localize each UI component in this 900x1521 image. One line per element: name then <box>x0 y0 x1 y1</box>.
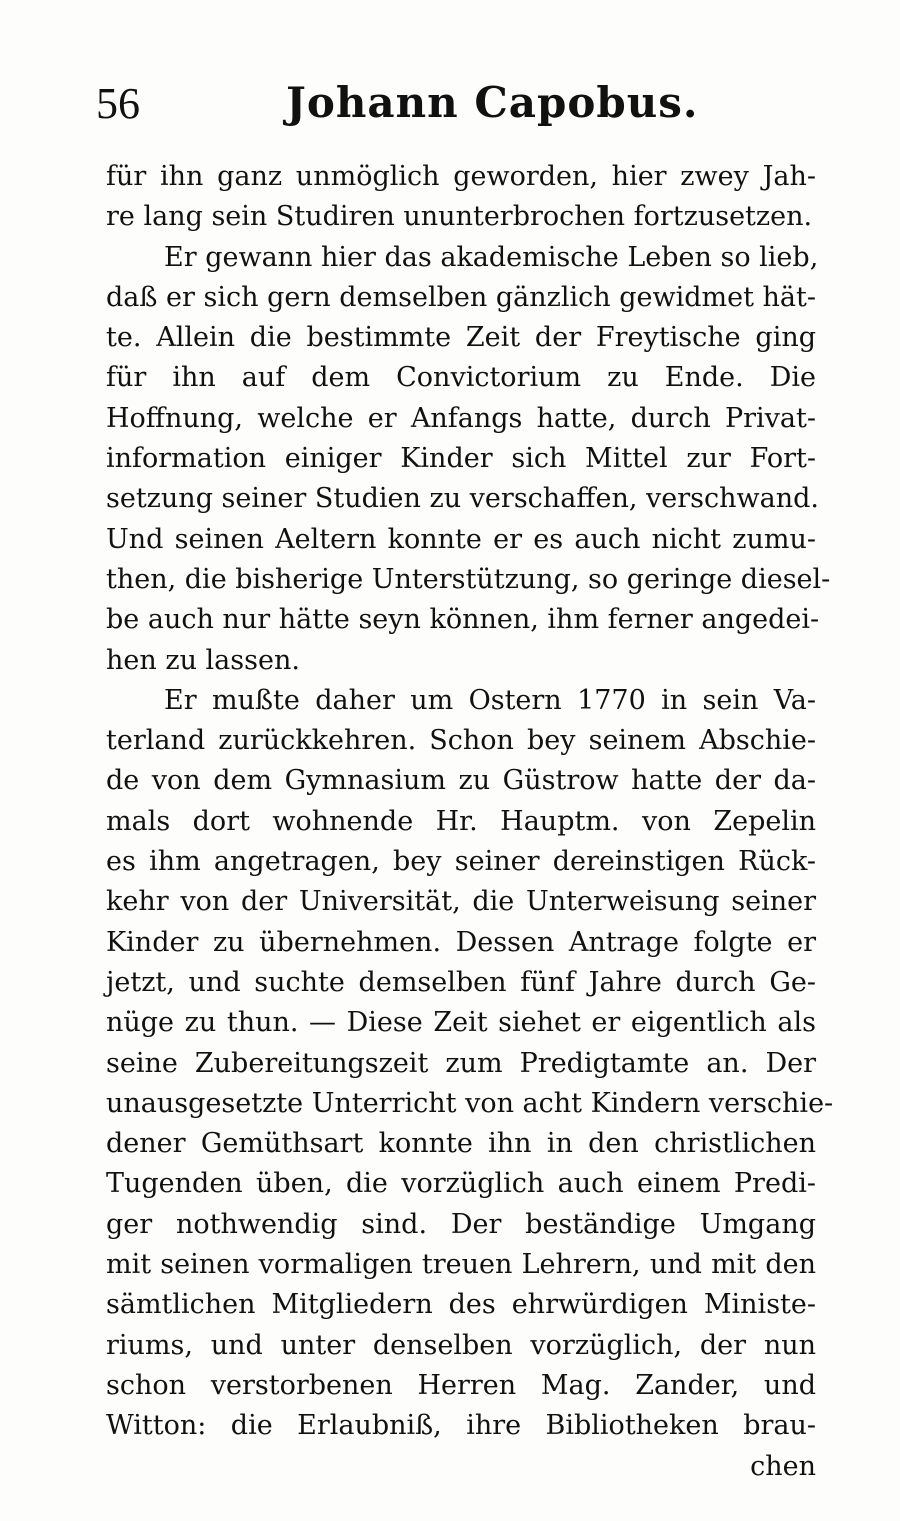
running-head: Johann Capobus. <box>286 78 699 127</box>
page-number: 56 <box>96 79 140 128</box>
text-line: setzung seiner Studien zu verschaffen, verschwand. <box>106 483 819 515</box>
text-line: riums, und unter denselben vorzüglich, der nun <box>106 1329 816 1361</box>
text-line: für ihn ganz unmöglich geworden, hier zwey Jah- <box>106 161 816 192</box>
text-line: schon verstorbenen Herren Mag. Zander, und <box>106 1369 816 1401</box>
catchword: chen <box>750 1450 816 1482</box>
text-line: be auch nur hätte seyn können, ihm ferner angedei- <box>106 604 820 636</box>
text-line: Kinder zu übernehmen. Dessen Antrage folgte er <box>106 926 816 958</box>
text-line: mit seinen vormaligen treuen Lehrern, und mit den <box>106 1249 816 1281</box>
text-line: Witton: die Erlaubniß, ihre Bibliotheken brau- <box>106 1410 816 1442</box>
text-line: dener Gemüthsart konnte ihn in den christlichen <box>106 1128 816 1160</box>
text-line: nüge zu thun. — Diese Zeit siehet er eigentlich als <box>106 1007 816 1039</box>
body-text <box>106 157 834 1487</box>
text-line: ger nothwendig sind. Der beständige Umgang <box>106 1208 816 1240</box>
text-line: re lang sein Studiren ununterbrochen fortzusetzen. <box>106 201 813 233</box>
text-line: Er gewann hier das akademische Leben so lieb, <box>164 241 819 273</box>
text-line: mals dort wohnende Hr. Hauptm. von Zepelin <box>106 805 816 837</box>
text-line: Hoffnung, welche er Anfangs hatte, durch Privat- <box>106 402 816 434</box>
text-line: es ihm angetragen, bey seiner dereinstigen Rück- <box>106 846 816 878</box>
page-header <box>96 70 816 140</box>
text-line: kehr von der Universität, die Unterweisung seiner <box>106 886 816 918</box>
text-line: seine Zubereitungszeit zum Predigtamte an. Der <box>106 1047 816 1079</box>
text-line: jetzt, und suchte demselben fünf Jahre durch Ge- <box>106 966 816 998</box>
text-line: te. Allein die bestimmte Zeit der Freytische ging <box>106 322 816 354</box>
text-line: de von dem Gymnasium zu Güstrow hatte der da- <box>106 765 816 797</box>
text-line: daß er sich gern demselben gänzlich gewidmet hät- <box>106 281 816 313</box>
text-line: sämtlichen Mitgliedern des ehrwürdigen Ministe- <box>106 1289 816 1321</box>
text-line: Tugenden üben, die vorzüglich auch einem Predi- <box>106 1168 816 1200</box>
text-line: Und seinen Aeltern konnte er es auch nicht zumu- <box>106 523 816 555</box>
text-line: then, die bisherige Unterstützung, so geringe diesel- <box>106 563 831 595</box>
text-line: für ihn auf dem Convictorium zu Ende. Die <box>106 362 816 394</box>
text-line: unausgesetzte Unterricht von acht Kindern verschie- <box>106 1087 834 1119</box>
text-line: Er mußte daher um Ostern 1770 in sein Va- <box>164 684 816 716</box>
text-line: hen zu lassen. <box>106 644 300 676</box>
text-line: information einiger Kinder sich Mittel zur Fort- <box>106 443 816 475</box>
text-line: terland zurückkehren. Schon bey seinem Abschie- <box>106 725 816 757</box>
